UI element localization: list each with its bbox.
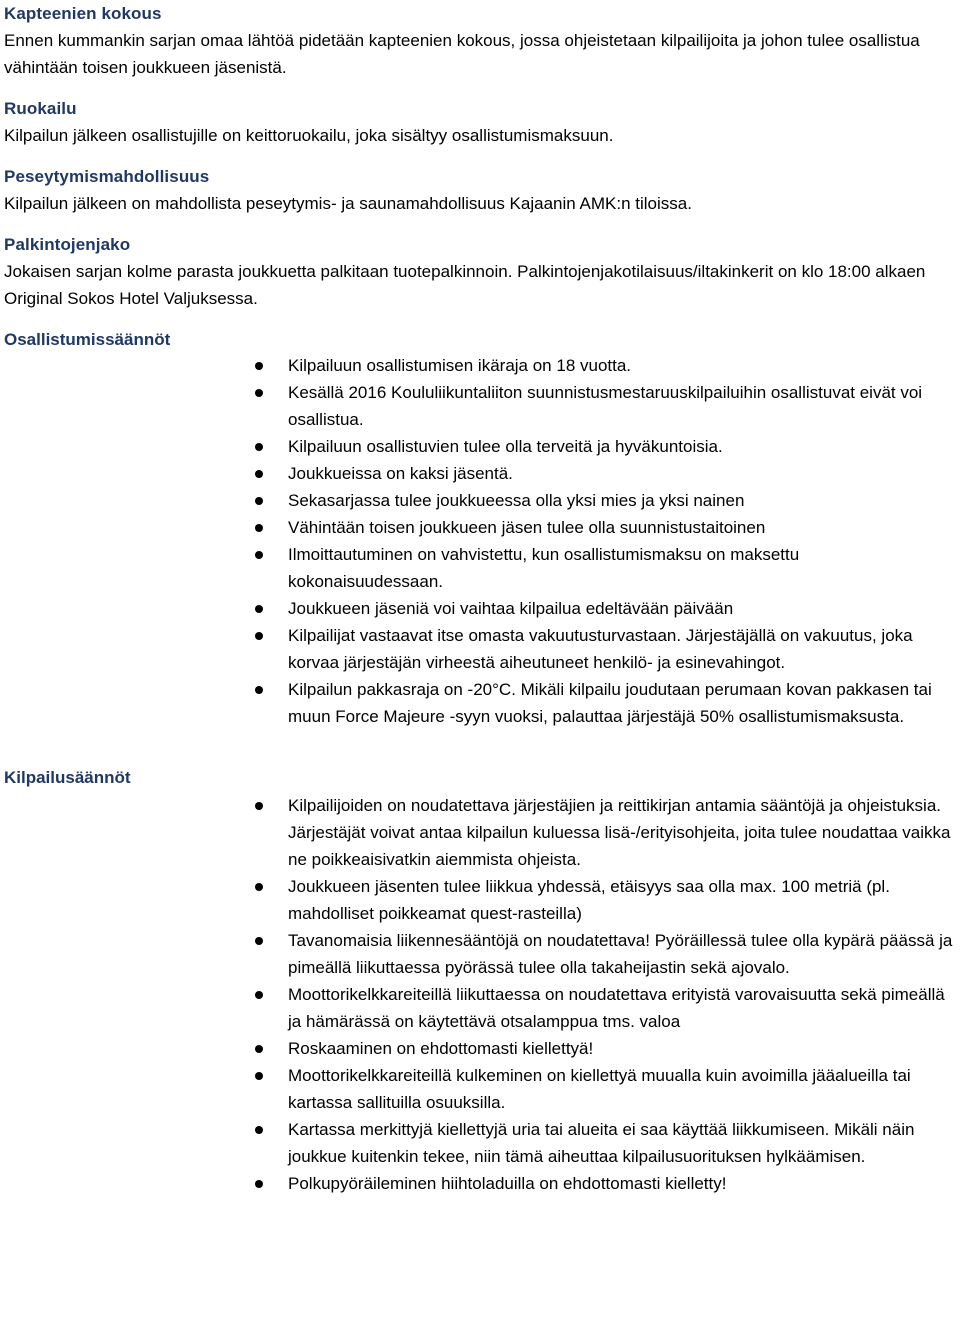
bullet-icon	[255, 1072, 263, 1080]
kilpailusaannot-list	[4, 792, 956, 1197]
list-item: Kartassa merkittyjä kiellettyjä uria tai alueita ei saa käyttää liikkumiseen. Mikäli näin joukkue kuitenkin tekee, niin tämä aiheuttaa kilpailusuorituksen hylkäämisen.	[288, 1116, 956, 1170]
bullet-icon	[255, 389, 263, 397]
list-item: Tavanomaisia liikennesääntöjä on noudatettava! Pyöräillessä tulee olla kypärä päässä ja pimeällä liikuttaessa pyörässä tulee olla takaheijastin sekä ajovalo.	[288, 927, 956, 981]
kilpailusaannot-block	[4, 764, 956, 1197]
list-item: Kesällä 2016 Koululiikuntaliiton suunnistusmestaruuskilpailuihin osallistuvat eivät voi osallistua.	[288, 379, 956, 433]
list-item: Moottorikelkkareiteillä kulkeminen on kiellettyä muualla kuin avoimilla jääalueilla tai kartassa sallituilla osuuksilla.	[288, 1062, 956, 1116]
list-item: Joukkueen jäseniä voi vaihtaa kilpailua edeltävään päivään	[288, 595, 956, 622]
bullet-icon	[255, 991, 263, 999]
section-text: Kilpailun jälkeen osallistujille on keittoruokailu, joka sisältyy osallistumismaksuun.	[4, 126, 614, 145]
section-kapteenien-kokous	[4, 0, 956, 81]
list-item: Kilpailijoiden on noudatettava järjestäjien ja reittikirjan antamia sääntöjä ja ohjeistuksia. Järjestäjät voivat antaa kilpailun kuluessa lisä-/erityisohjeita, joita tulee noudattaa vaikka ne poikkeaisivatkin aiemmista ohjeista.	[288, 792, 956, 873]
bullet-icon	[255, 605, 263, 613]
list-item: Kilpailijat vastaavat itse omasta vakuutusturvastaan. Järjestäjällä on vakuutus, joka korvaa järjestäjän virheestä aiheutuneet henkilö- ja esinevahingot.	[288, 622, 956, 676]
bullet-icon	[255, 470, 263, 478]
bullet-icon	[255, 524, 263, 532]
osallistumissaannot-block	[4, 326, 956, 730]
document-page	[4, 0, 956, 1197]
list-item: Moottorikelkkareiteillä liikuttaessa on noudatettava erityistä varovaisuutta sekä pimeällä ja hämärässä on käytettävä otsalamppua tms. valoa	[288, 981, 956, 1035]
list-item: Kilpailuun osallistuvien tulee olla terveitä ja hyväkuntoisia.	[288, 433, 956, 460]
list-item: Polkupyöräileminen hiihtoladuilla on ehdottomasti kielletty!	[288, 1170, 956, 1197]
section-peseytymismahdollisuus	[4, 163, 956, 217]
section-text: Kilpailun jälkeen on mahdollista peseytymis- ja saunamahdollisuus Kajaanin AMK:n tiloissa.	[4, 194, 692, 213]
list-item: Joukkueissa on kaksi jäsentä.	[288, 460, 956, 487]
section-palkintojenjako	[4, 231, 956, 312]
bullet-icon	[255, 551, 263, 559]
bullet-icon	[255, 497, 263, 505]
section-text: Ennen kummankin sarjan omaa lähtöä pidetään kapteenien kokous, jossa ohjeistetaan kilpailijoita ja johon tulee osallistua vähintään toisen joukkueen jäsenistä.	[4, 31, 920, 77]
section-heading: Kapteenien kokous	[4, 4, 162, 23]
section-heading: Peseytymismahdollisuus	[4, 167, 210, 186]
list-item: Sekasarjassa tulee joukkueessa olla yksi mies ja yksi nainen	[288, 487, 956, 514]
section-heading: Ruokailu	[4, 99, 77, 118]
bullet-icon	[255, 1045, 263, 1053]
list-item: Ilmoittautuminen on vahvistettu, kun osallistumismaksu on maksettu kokonaisuudessaan.	[288, 541, 956, 595]
kilpailusaannot-heading: Kilpailusäännöt	[4, 768, 131, 787]
section-ruokailu	[4, 95, 956, 149]
bullet-icon	[255, 802, 263, 810]
osallistumissaannot-list	[4, 352, 956, 730]
bullet-icon	[255, 1126, 263, 1134]
bullet-icon	[255, 686, 263, 694]
bullet-icon	[255, 883, 263, 891]
bullet-icon	[255, 362, 263, 370]
list-item: Roskaaminen on ehdottomasti kiellettyä!	[288, 1035, 956, 1062]
osallistumissaannot-heading: Osallistumissäännöt	[4, 330, 171, 349]
list-item: Joukkueen jäsenten tulee liikkua yhdessä, etäisyys saa olla max. 100 metriä (pl. mahdolliset poikkeamat quest-rasteilla)	[288, 873, 956, 927]
section-heading: Palkintojenjako	[4, 235, 131, 254]
bullet-icon	[255, 443, 263, 451]
bullet-icon	[255, 632, 263, 640]
bullet-icon	[255, 937, 263, 945]
list-item: Vähintään toisen joukkueen jäsen tulee olla suunnistustaitoinen	[288, 514, 956, 541]
bullet-icon	[255, 1180, 263, 1188]
list-item: Kilpailun pakkasraja on -20°C. Mikäli kilpailu joudutaan perumaan kovan pakkasen tai muun Force Majeure -syyn vuoksi, palauttaa järjestäjä 50% osallistumismaksusta.	[288, 676, 956, 730]
list-item: Kilpailuun osallistumisen ikäraja on 18 vuotta.	[288, 352, 956, 379]
section-text: Jokaisen sarjan kolme parasta joukkuetta palkitaan tuotepalkinnoin. Palkintojenjakotilaisuus/iltakinkerit on klo 18:00 alkaen Original Sokos Hotel Valjuksessa.	[4, 262, 926, 308]
